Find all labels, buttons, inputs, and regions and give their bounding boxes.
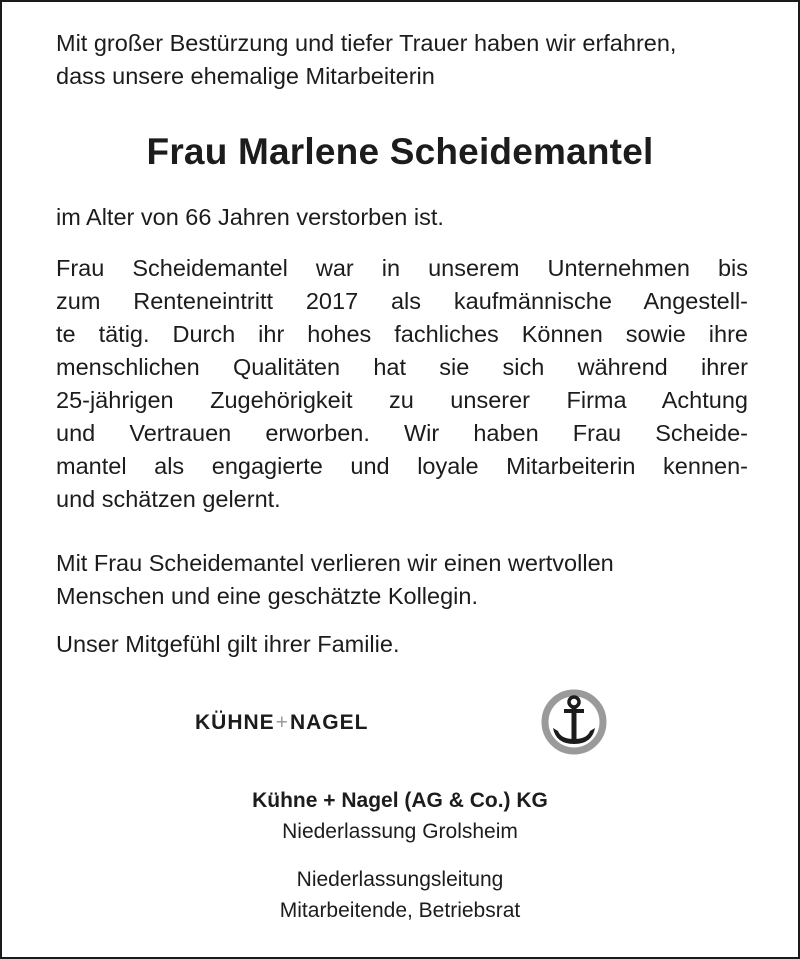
logo-word-nagel: NAGEL [289,711,369,734]
paragraph-line: te tätig. Durch ihr hohes fachliches Können sowie ihre [56,321,748,347]
logo-word-kuehne: KÜHNE [195,711,275,734]
paragraph-line: Menschen und eine geschätzte Kollegin. [56,583,478,609]
branch-name: Niederlassung Grolsheim [282,820,518,843]
paragraph-line: 25-jährigen Zugehörigkeit zu unserer Firma Achtung [56,387,748,413]
intro-line: Mit großer Bestürzung und tiefer Trauer haben wir erfahren, [56,30,677,56]
logo-plus: + [275,711,289,734]
paragraph-line: und schätzen gelernt. [56,486,281,512]
paragraph-line: menschlichen Qualitäten hat sie sich während ihrer [56,354,748,380]
paragraph-line: Mit Frau Scheidemantel verlieren wir einen wertvollen [56,550,614,576]
loss-paragraph [56,547,748,613]
intro-line: dass unsere ehemalige Mitarbeiterin [56,63,435,89]
paragraph-line: und Vertrauen erworben. Wir haben Frau Scheide- [56,420,748,446]
company-name: Kühne + Nagel (AG & Co.) KG [252,789,548,812]
condolence-line: Unser Mitgefühl gilt ihrer Familie. [56,631,400,657]
paragraph-line: Frau Scheidemantel war in unserem Unternehmen bis [56,255,748,281]
anchor-icon [540,688,608,756]
kuehne-nagel-logo [195,711,368,735]
career-paragraph [56,252,748,516]
signatory-staff: Mitarbeitende, Betriebsrat [279,899,521,922]
signatory-management: Niederlassungsleitung [296,868,504,891]
paragraph-line: mantel als engagierte und loyale Mitarbeiterin kennen- [56,453,748,479]
intro-text [56,27,748,93]
paragraph-line: zum Renteneintritt 2017 als kaufmännische Angestell- [56,288,748,314]
age-line: im Alter von 66 Jahren verstorben ist. [56,204,444,230]
deceased-name: Frau Marlene Scheidemantel [146,131,654,172]
